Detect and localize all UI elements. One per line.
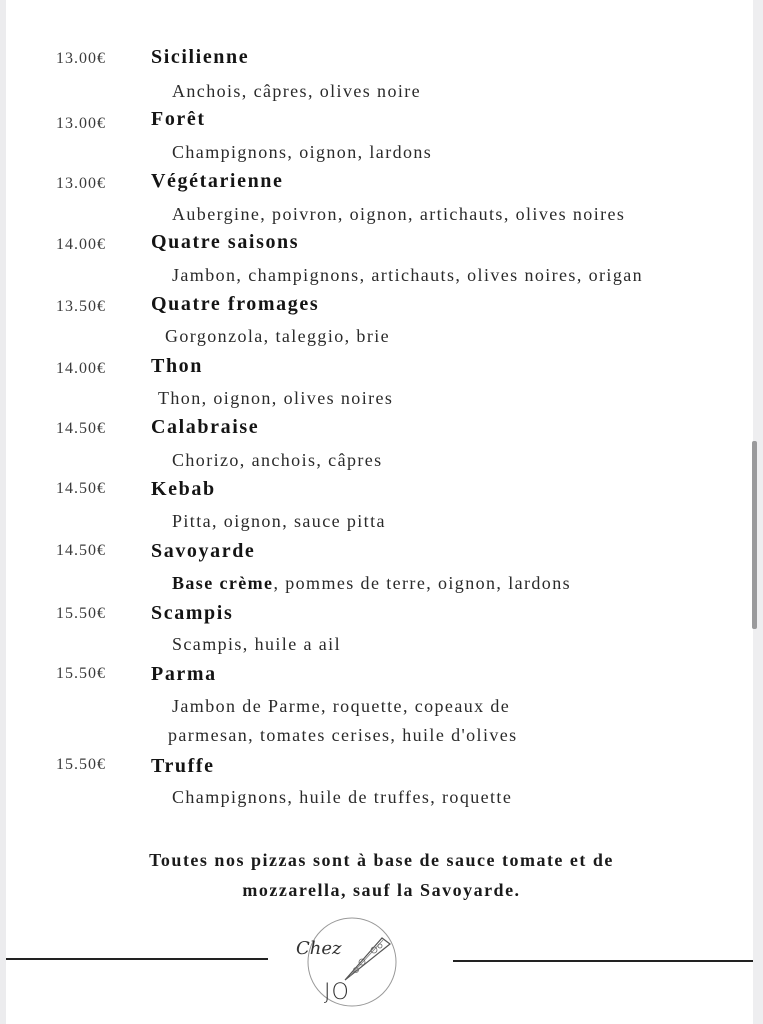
- item-description: Jambon de Parme, roquette, copeaux de: [172, 696, 511, 716]
- item-description: Champignons, oignon, lardons: [172, 142, 433, 162]
- item-name: Parma: [151, 663, 217, 685]
- item-description-rest: , pommes de terre, oignon, lardons: [273, 573, 571, 593]
- item-price: 13.00€: [56, 115, 106, 132]
- item-price: 14.50€: [56, 420, 106, 437]
- item-description: Anchois, câpres, olives noire: [172, 81, 422, 101]
- item-description: Champignons, huile de truffes, roquette: [172, 787, 513, 807]
- item-description: Aubergine, poivron, oignon, artichauts, olives noires: [172, 204, 626, 224]
- item-price: 13.00€: [56, 175, 106, 192]
- divider-right: [453, 960, 753, 962]
- item-price: 15.50€: [56, 605, 106, 622]
- footer-note-line2: mozzarella, sauf la Savoyarde.: [242, 880, 521, 900]
- item-name: Truffe: [151, 755, 215, 777]
- item-name: Thon: [151, 355, 203, 377]
- item-name: Calabraise: [151, 416, 260, 438]
- divider-left: [6, 958, 268, 960]
- item-name: Scampis: [151, 602, 234, 624]
- item-description: Jambon, champignons, artichauts, olives noires, origan: [172, 265, 644, 285]
- footer-note: [60, 845, 703, 905]
- item-price: 15.50€: [56, 665, 106, 682]
- chez-jo-logo: [290, 910, 410, 1020]
- item-description-emphasis: Base crème: [172, 573, 274, 593]
- item-name: Végétarienne: [151, 170, 284, 192]
- item-description: Gorgonzola, taleggio, brie: [165, 326, 391, 346]
- scrollbar-thumb[interactable]: [752, 441, 757, 629]
- item-description: [172, 573, 571, 594]
- item-description: Chorizo, anchois, câpres: [172, 450, 383, 470]
- item-price: 14.00€: [56, 360, 106, 377]
- item-description: Pitta, oignon, sauce pitta: [172, 511, 386, 531]
- item-name: Sicilienne: [151, 46, 250, 68]
- item-description-line2: parmesan, tomates cerises, huile d'olives: [168, 725, 518, 745]
- item-price: 14.00€: [56, 236, 106, 253]
- item-name: Quatre saisons: [151, 231, 300, 253]
- item-name: Quatre fromages: [151, 293, 320, 315]
- pizza-slice-icon: [290, 910, 410, 1020]
- item-description: Scampis, huile a ail: [172, 634, 341, 654]
- item-price: 14.50€: [56, 542, 106, 559]
- item-name: Savoyarde: [151, 540, 256, 562]
- item-price: 13.50€: [56, 298, 106, 315]
- logo-name-text: JO: [324, 980, 350, 1005]
- logo-script-text: Chez: [296, 938, 342, 959]
- item-description: Thon, oignon, olives noires: [158, 388, 394, 408]
- item-price: 14.50€: [56, 480, 106, 497]
- item-name: Forêt: [151, 108, 206, 130]
- footer-note-line1: Toutes nos pizzas sont à base de sauce tomate et de: [149, 850, 614, 870]
- item-name: Kebab: [151, 478, 216, 500]
- item-price: 15.50€: [56, 756, 106, 773]
- item-price: 13.00€: [56, 50, 106, 67]
